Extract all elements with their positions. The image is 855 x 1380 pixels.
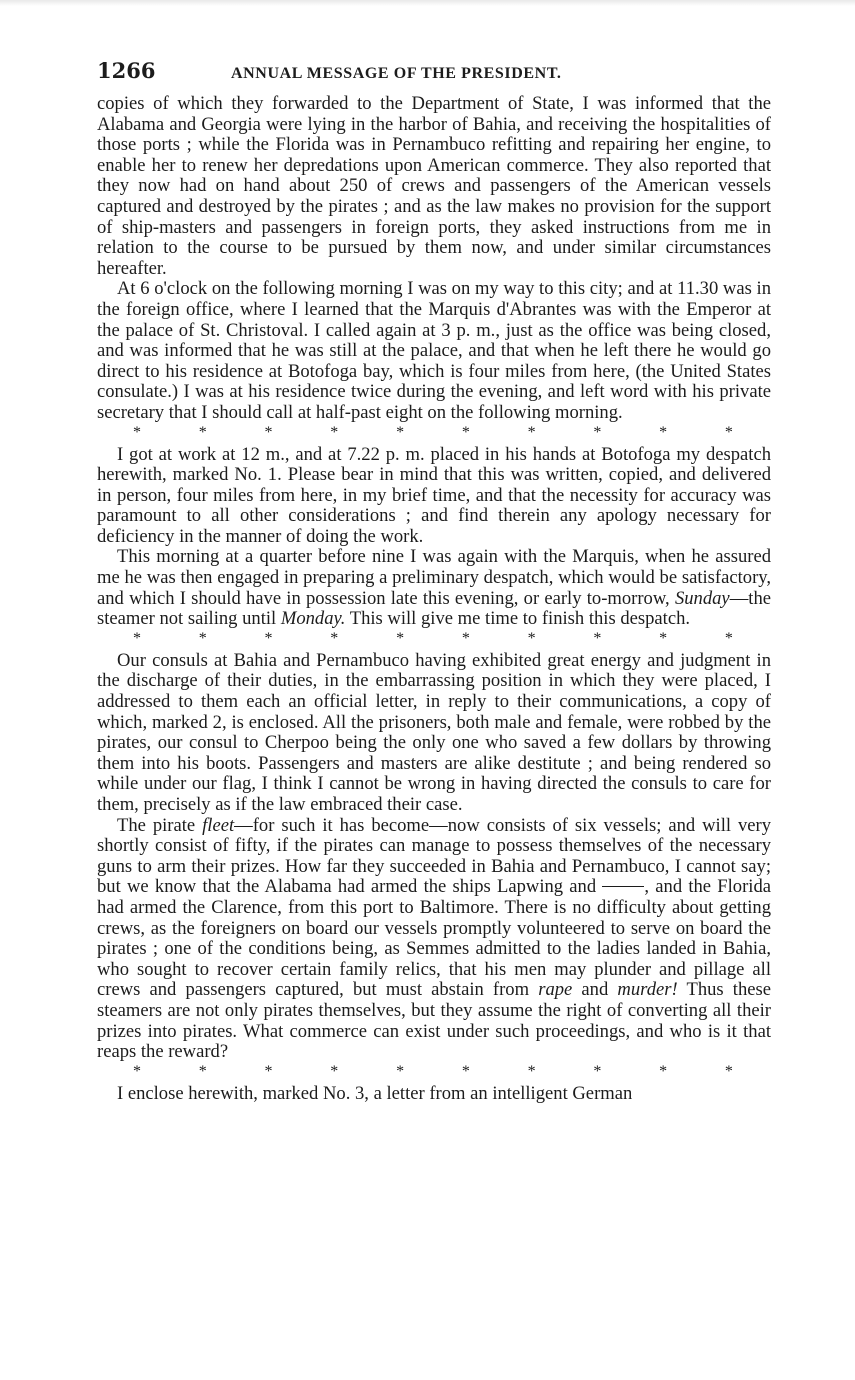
asterisk: * — [198, 629, 207, 647]
asterisk: * — [659, 1062, 668, 1080]
asterisk: * — [133, 1062, 141, 1080]
asterisk: * — [461, 1062, 470, 1080]
paragraph-2: At 6 o'clock on the following morning I was on my way to this city; and at 11.30 was in the foreign office, where I learned that the Marquis d'Abrantes was with the Emperor at the palace of St. Christoval. I called again at 3 p. m., just as the office was being closed, and was informed that he was still at the palace, and that when he left there he would go direct to his residence at Botofoga bay, which is four miles from here, (the United States consulate.) I was at his residence twice during the evening, and left word with his private secretary that I should call at half-past eight on the following morning. — [97, 278, 771, 423]
asterisk: * — [724, 629, 733, 647]
paragraph-6 — [97, 816, 771, 1063]
paragraph-4 — [97, 547, 771, 629]
paragraph-5: Our consuls at Bahia and Pernambuco having exhibited great energy and judgment in the discharge of their duties, in the embarrassing position in which they were placed, I addressed to them each an official letter, in reply to their communications, a copy of which, marked 2, is enclosed. All the prisoners, both male and female, were robbed by the pirates, our consul to Cherpoo being the only one who saved a few dollars by throwing them into his boots. Passengers and masters are alike destitute ; and being rendered so while under our flag, I think I cannot be wrong in having directed the consuls to care for them, precisely as if the law embraced their case. — [97, 649, 771, 815]
asterisk: * — [198, 423, 207, 441]
paragraph-4-text-b: —the steamer not sailing until — [97, 587, 771, 630]
asterisk: * — [724, 1062, 733, 1080]
paragraph-1: copies of which they forwarded to the Department of State, I was informed that the Alabama and Georgia were lying in the harbor of Bahia, and receiving the hospitalities of those ports ; while the Florida was in Pernambuco refitting and repairing her engine, to enable her to renew her depredations upon American commerce. They also reported that they now had on hand about 250 of crews and passengers of the American vessels captured and destroyed by the pirates ; and as the law makes no provision for the support of ship-masters and passengers in foreign ports, they asked instructions from me in relation to the course to be pursued by them now, and under similar circumstances hereafter. — [97, 93, 771, 279]
paragraph-3: I got at work at 12 m., and at 7.22 p. m. placed in his hands at Botofoga my despatch herewith, marked No. 1. Please bear in mind that this was written, copied, and delivered in person, four miles from here, in my brief time, and that the necessity for accuracy was paramount to all other considerations ; and find therein any apology necessary for deficiency in the manner of doing the work. — [97, 443, 771, 547]
asterisk: * — [396, 1062, 405, 1080]
asterisk: * — [330, 629, 339, 647]
emphasis-murder: murder! — [617, 979, 678, 1001]
paragraph-4-text-c: This will give me time to finish this despatch. — [345, 608, 691, 630]
body-text — [97, 94, 771, 1104]
paragraph-6-text-b: —for such it has become—now consists of six vessels; and will very shortly consist of fifty, if the pirates can manage to possess themselves of the necessary guns to arm their prizes. How far they succeeded in Bahia and Pernambuco, I cannot say; but we know that the Alabama had armed the ships Lapwing and — [97, 814, 772, 898]
paragraph-6-text-a: The pirate — [117, 814, 203, 836]
running-title: ANNUAL MESSAGE OF THE PRESIDENT. — [231, 65, 562, 82]
asterisk: * — [330, 1062, 339, 1080]
asterisk: * — [330, 423, 339, 441]
asterisk: * — [264, 423, 273, 441]
emphasis-monday: Monday. — [280, 608, 346, 630]
paragraph-6-text-c: , and the Florida had armed the Clarence, from this port to Baltimore. There is no difficulty about getting crews, as the foreigners on board our vessels promptly volunteered to serve on board the pirates ; one of the conditions being, as Semmes admitted to the ladies landed in Bahia, who sought to recover certain family relics, that his men may plunder and pillage all crews and passengers captured, but must abstain from — [97, 876, 771, 1001]
asterisk: * — [396, 423, 405, 441]
asterisk: * — [264, 629, 273, 647]
asterisk: * — [396, 629, 405, 647]
asterisk: * — [461, 629, 470, 647]
asterisk: * — [659, 629, 668, 647]
asterisk-separator-2 — [97, 630, 771, 648]
emphasis-sunday: Sunday — [674, 587, 730, 609]
asterisk: * — [593, 629, 602, 647]
asterisk: * — [527, 629, 536, 647]
asterisk: * — [264, 1062, 273, 1080]
asterisk: * — [198, 1062, 207, 1080]
emphasis-fleet: fleet — [202, 814, 235, 836]
paragraph-4-text-a: This morning at a quarter before nine I was again with the Marquis, when he assured me he was then engaged in preparing a preliminary despatch, which would be satisfactory, and which I should have in possession late this evening, or early to-morrow, — [97, 546, 771, 609]
asterisk: * — [461, 423, 470, 441]
asterisk: * — [133, 629, 141, 647]
document-page — [97, 58, 771, 1104]
paragraph-6-text-d: and — [572, 979, 618, 1001]
asterisk: * — [593, 423, 602, 441]
page-header — [97, 58, 771, 92]
asterisk-separator-1 — [97, 424, 771, 442]
asterisk: * — [133, 423, 141, 441]
page-number: 1266 — [97, 58, 156, 83]
paragraph-7: I enclose herewith, marked No. 3, a letter from an intelligent German — [117, 1082, 633, 1104]
asterisk-separator-3 — [97, 1063, 771, 1081]
asterisk: * — [659, 423, 668, 441]
paragraph-6-text-e: Thus these steamers are not only pirates themselves, but they assume the right of converting all their prizes into pirates. What commerce can exist under such proceedings, and who is it that reaps the reward? — [97, 979, 771, 1063]
page-edge-shadow — [0, 0, 855, 6]
asterisk: * — [593, 1062, 602, 1080]
blank-ship-name — [602, 886, 644, 887]
asterisk: * — [724, 423, 733, 441]
asterisk: * — [527, 423, 536, 441]
asterisk: * — [527, 1062, 536, 1080]
emphasis-rape: rape — [538, 979, 573, 1001]
